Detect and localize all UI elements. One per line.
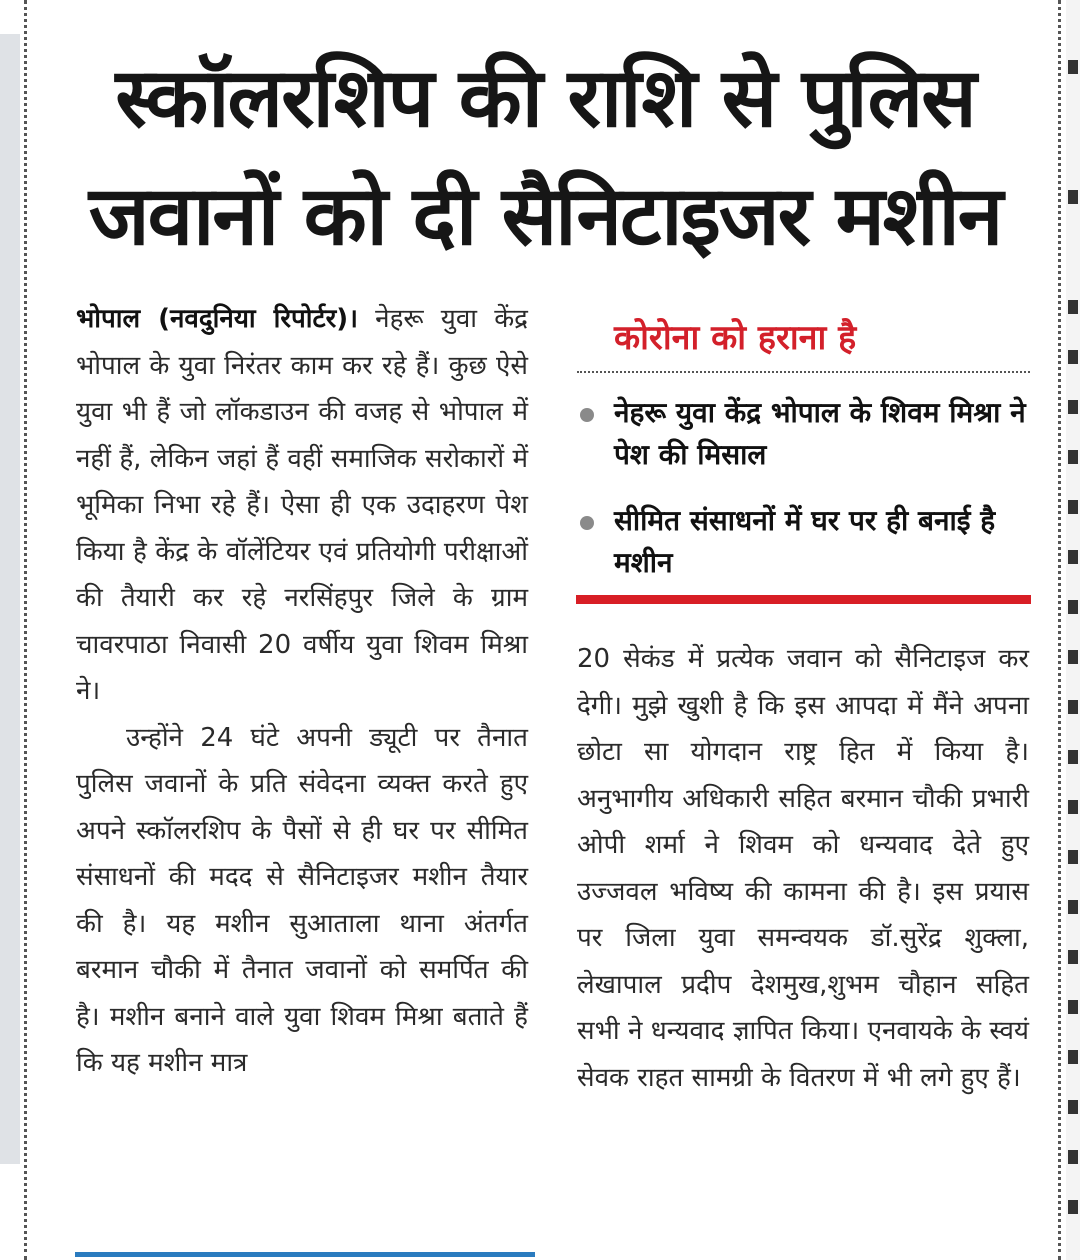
highlight-text: नेहरू युवा केंद्र भोपाल के शिवम मिश्रा ने पेश की मिसाल — [614, 396, 1026, 471]
headline: स्कॉलरशिप की राशि से पुलिस जवानों को दी सैनिटाइजर मशीन — [88, 51, 1002, 264]
highlight-text: सीमित संसाधनों में घर पर ही बनाई है मशीन — [614, 504, 996, 579]
bullet-dot-icon — [580, 408, 594, 422]
body-paragraph-1-text: नेहरू युवा केंद्र भोपाल के युवा निरंतर काम कर रहे हैं। कुछ ऐसे युवा भी हैं जो लॉकडाउन की वजह से भोपाल में नहीं हैं, लेकिन जहां हैं वहीं समाजिक सरोकारों में भूमिका निभा रहे हैं। ऐसा ही एक उदाहरण पेश किया है केंद्र के वॉलेंटियर एवं प्रतियोगी परीक्षाओं की तैयारी कर रहे नरसिंहपुर जिले के ग्राम चावरपाठा निवासी 20 वर्षीय युवा शिवम मिश्रा ने। — [76, 304, 528, 706]
body-paragraph-1 — [76, 296, 528, 715]
body-paragraph-3: 20 सेकंड में प्रत्येक जवान को सैनिटाइज कर देगी। मुझे खुशी है कि इस आपदा में मैंने अपना छोटा सा योगदान राष्ट्र हित में किया है। अनुभागीय अधिकारी सहित बरमान चौकी प्रभारी ओपी शर्मा ने शिवम को धन्यवाद देते हुए उज्जवल भविष्य की कामना की है। इस प्रयास पर जिला युवा समन्वयक डॉ.सुरेंद्र शुक्ला, लेखापाल प्रदीप देशमुख,शुभम चौहान सहित सभी ने धन्यवाद ज्ञापित किया। एनवायके के स्वयं सेवक राहत सामग्री के वितरण में भी लगे हुए हैं। — [577, 644, 1029, 1093]
column-divider-right — [1058, 0, 1061, 1260]
kicker: कोरोना को हराना है — [614, 318, 857, 358]
column-divider-left — [24, 0, 27, 1260]
bottom-rule — [75, 1252, 535, 1257]
highlight-item — [580, 392, 1030, 476]
adjacent-article-strip-left — [0, 34, 20, 1164]
body-column-left — [76, 296, 528, 1087]
body-paragraph-2: उन्होंने 24 घंटे अपनी ड्यूटी पर तैनात पुलिस जवानों के प्रति संवेदना व्यक्त करते हुए अपने स्कॉलरशिप के पैसों से ही घर पर सीमित संसाधनों की मदद से सैनिटाइजर मशीन तैयार की है। यह मशीन सुआताला थाना अंतर्गत बरमान चौकी में तैनात जवानों को समर्पित की है। मशीन बनाने वाले युवा शिवम मिश्रा बताते हैं कि यह मशीन मात्र — [76, 722, 528, 1078]
bullet-dot-icon — [580, 516, 594, 530]
highlight-box-rule — [576, 595, 1031, 604]
adjacent-article-strip-right — [1066, 0, 1080, 1260]
body-column-right — [577, 636, 1029, 1101]
dateline: भोपाल (नवदुनिया रिपोर्टर)। — [76, 304, 358, 334]
highlight-item — [580, 500, 1030, 584]
kicker-divider — [577, 371, 1030, 373]
